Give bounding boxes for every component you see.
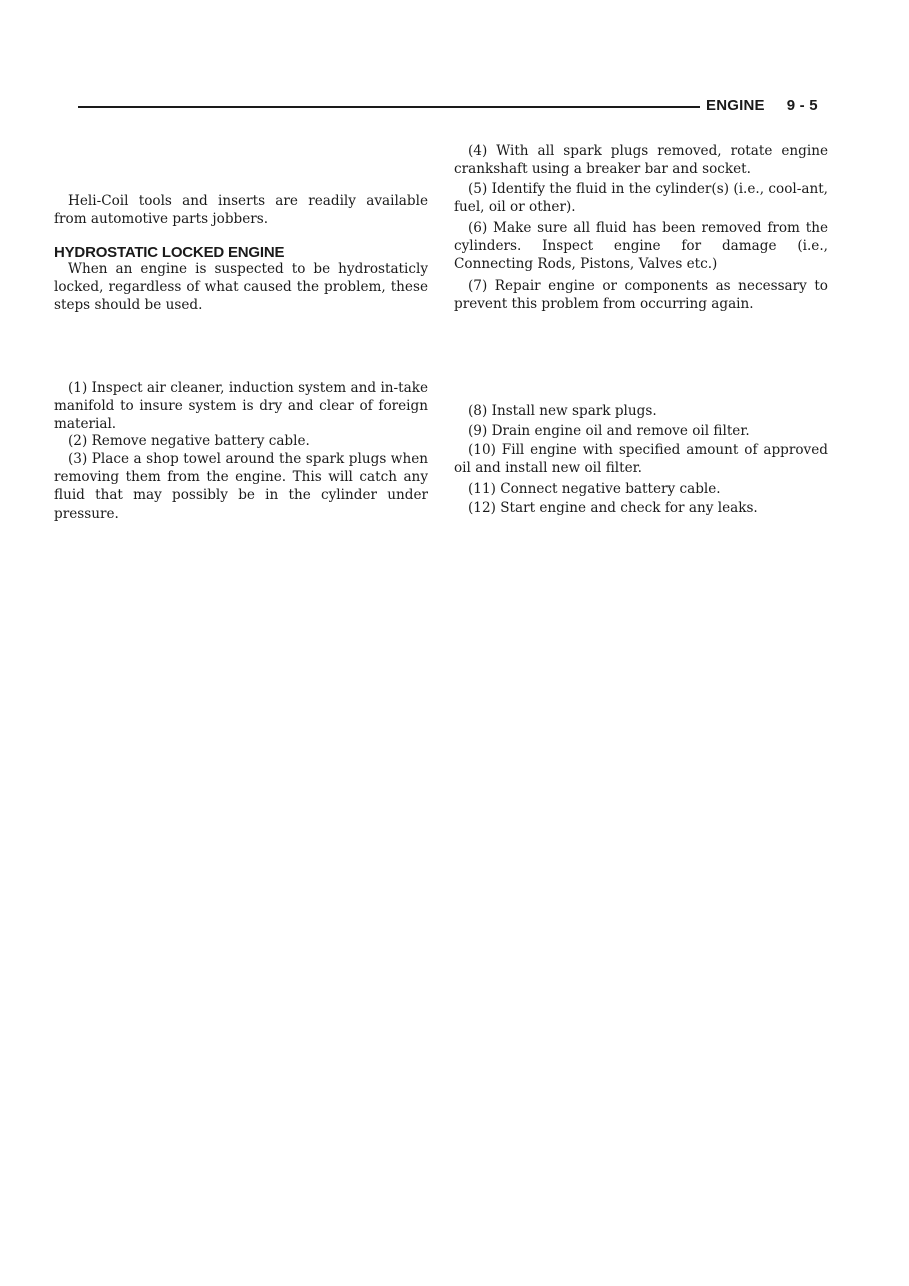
step-11: (11) Connect negative battery cable. xyxy=(468,481,721,497)
section-title: ENGINE xyxy=(706,97,765,114)
header-rule xyxy=(78,106,700,108)
step-2: (2) Remove negative battery cable. xyxy=(68,433,310,449)
step-9: (9) Drain engine oil and remove oil filter. xyxy=(468,423,750,439)
step-8: (8) Install new spark plugs. xyxy=(468,403,657,419)
step-6: (6) Make sure all fluid has been removed from the cylinders. Inspect engine for damage (i.e., Connecting Rods, Pistons, Valves etc.) xyxy=(454,220,828,273)
step-7: (7) Repair engine or components as necessary to prevent this problem from occurring again. xyxy=(454,278,828,313)
step-12: (12) Start engine and check for any leaks. xyxy=(468,500,758,516)
page-number: 9 - 5 xyxy=(786,97,818,114)
step-4: (4) With all spark plugs removed, rotate engine crankshaft using a breaker bar and socket. xyxy=(454,143,828,178)
heli-coil-paragraph: Heli-Coil tools and inserts are readily available from automotive parts jobbers. xyxy=(54,193,428,228)
step-5: (5) Identify the fluid in the cylinder(s) (i.e., cool-ant, fuel, oil or other). xyxy=(454,181,828,216)
page-header xyxy=(706,97,818,114)
step-3: (3) Place a shop towel around the spark plugs when removing them from the engine. This will catch any fluid that may possibly be in the cylinder under pressure. xyxy=(54,451,428,522)
step-1: (1) Inspect air cleaner, induction system and in-take manifold to insure system is dry and clear of foreign material. xyxy=(54,380,428,433)
intro-paragraph: When an engine is suspected to be hydrostaticly locked, regardless of what caused the problem, these steps should be used. xyxy=(54,261,428,314)
section-heading: HYDROSTATIC LOCKED ENGINE xyxy=(54,244,285,261)
step-10: (10) Fill engine with specified amount of approved oil and install new oil filter. xyxy=(454,442,828,477)
